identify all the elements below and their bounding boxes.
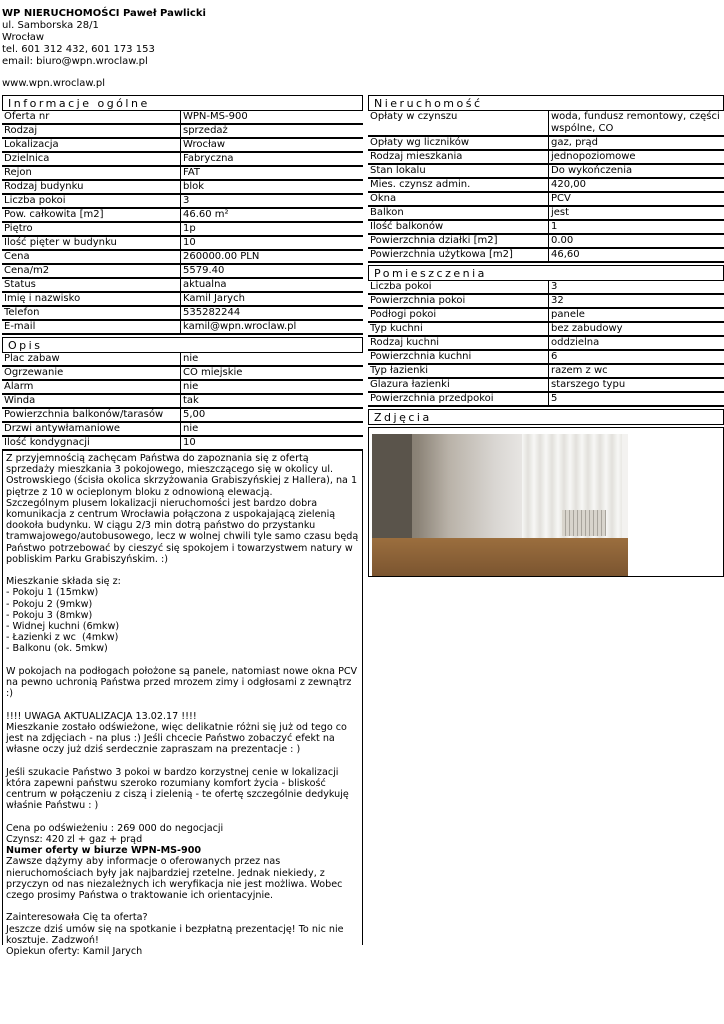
table-row xyxy=(2,209,363,223)
row-label: Rodzaj mieszkania xyxy=(370,151,463,162)
row-label: Winda xyxy=(4,395,36,406)
row-value: 0.00 xyxy=(548,235,724,247)
table-row xyxy=(368,151,724,165)
row-label: Telefon xyxy=(4,307,40,318)
row-label: Plac zabaw xyxy=(4,353,60,364)
row-value: 10 xyxy=(180,437,363,449)
table-row xyxy=(368,309,724,323)
row-value: 260000.00 PLN xyxy=(180,251,363,263)
row-label: Liczba pokoi xyxy=(370,281,432,292)
row-value: 5 xyxy=(548,393,724,405)
row-value: jest xyxy=(548,207,724,219)
row-value: 32 xyxy=(548,295,724,307)
table-row xyxy=(368,179,724,193)
table-row xyxy=(368,221,724,235)
row-value: PCV xyxy=(548,193,724,205)
row-value: CO miejskie xyxy=(180,367,363,379)
table-row xyxy=(2,321,363,335)
row-label: Powierzchnia balkonów/tarasów xyxy=(4,409,164,420)
row-value: nie xyxy=(180,423,363,435)
table-row xyxy=(368,193,724,207)
row-value: Fabryczna xyxy=(180,153,363,165)
row-value: 1p xyxy=(180,223,363,235)
photos-panel xyxy=(368,427,724,577)
row-label: Rodzaj xyxy=(4,125,38,136)
table-row xyxy=(368,249,724,263)
row-label: Powierzchnia pokoi xyxy=(370,295,466,306)
row-label: Powierzchnia działki [m2] xyxy=(370,235,498,246)
table-row xyxy=(2,423,363,437)
table-row xyxy=(368,295,724,309)
row-value: Do wykończenia xyxy=(548,165,724,177)
row-label: Cena/m2 xyxy=(4,265,50,276)
row-value: blok xyxy=(180,181,363,193)
table-row xyxy=(368,111,724,137)
row-label: Opłaty wg liczników xyxy=(370,137,470,148)
table-row xyxy=(368,365,724,379)
row-value: woda, fundusz remontowy, części wspólne, CO xyxy=(548,111,724,135)
table-row xyxy=(2,237,363,251)
table-row xyxy=(2,125,363,139)
row-value: nie xyxy=(180,381,363,393)
row-label: Liczba pokoi xyxy=(4,195,66,206)
table-row xyxy=(2,395,363,409)
section-title-property: Nieruchomość xyxy=(368,95,724,111)
row-label: Status xyxy=(4,279,36,290)
row-value: kamil@wpn.wroclaw.pl xyxy=(180,321,363,333)
row-value: Wrocław xyxy=(180,139,363,151)
table-row xyxy=(368,207,724,221)
table-row xyxy=(2,381,363,395)
row-value: aktualna xyxy=(180,279,363,291)
table-row xyxy=(2,167,363,181)
row-label: Glazura łazienki xyxy=(370,379,450,390)
apartment-photo[interactable] xyxy=(372,434,628,576)
row-label: Opłaty w czynszu xyxy=(370,111,458,122)
row-label: Piętro xyxy=(4,223,33,234)
row-value: 535282244 xyxy=(180,307,363,319)
row-value: 10 xyxy=(180,237,363,249)
table-row xyxy=(2,223,363,237)
table-row xyxy=(368,137,724,151)
row-value: tak xyxy=(180,395,363,407)
row-value: 420,00 xyxy=(548,179,724,191)
row-label: Balkon xyxy=(370,207,404,218)
agency-street: ul. Samborska 28/1 xyxy=(2,20,99,31)
table-row xyxy=(2,153,363,167)
table-row xyxy=(368,337,724,351)
row-label: Oferta nr xyxy=(4,111,50,122)
table-row xyxy=(2,181,363,195)
right-column xyxy=(368,95,724,577)
table-row xyxy=(2,307,363,321)
row-label: Lokalizacja xyxy=(4,139,59,150)
row-value: Kamil Jarych xyxy=(180,293,363,305)
table-row xyxy=(368,379,724,393)
table-row xyxy=(368,393,724,407)
row-label: Mies. czynsz admin. xyxy=(370,179,471,190)
row-label: Ilość pięter w budynku xyxy=(4,237,117,248)
row-value: WPN-MS-900 xyxy=(180,111,363,123)
row-label: Imię i nazwisko xyxy=(4,293,81,304)
row-label: Powierzchnia użytkowa [m2] xyxy=(370,249,513,260)
table-row xyxy=(2,353,363,367)
offer-number-heading: Numer oferty w biurze WPN-MS-900 xyxy=(6,845,202,857)
row-label: E-mail xyxy=(4,321,36,332)
row-value: jednopoziomowe xyxy=(548,151,724,163)
row-label: Podłogi pokoi xyxy=(370,309,437,320)
agency-header xyxy=(2,8,206,90)
agency-name: WP NIERUCHOMOŚCI Paweł Pawlicki xyxy=(2,8,206,19)
table-row xyxy=(2,279,363,293)
agency-phone: tel. 601 312 432, 601 173 153 xyxy=(2,44,155,55)
row-label: Ogrzewanie xyxy=(4,367,64,378)
table-row xyxy=(368,165,724,179)
row-label: Typ kuchni xyxy=(370,323,423,334)
table-row xyxy=(2,195,363,209)
row-value: panele xyxy=(548,309,724,321)
row-label: Ilość balkonów xyxy=(370,221,444,232)
left-column xyxy=(2,95,363,957)
table-row xyxy=(368,281,724,295)
disclaimer-text: Zawsze dążymy aby informacje o oferowanych przez nas nieruchomościach były jak najbardziej rzetelne. Jednak niekiedy, z przyczyn od nas niezależnych ich weryfikacja nie jest możliwa. Wobec czego prosimy Państwa o traktowanie ich orientacyjnie. Zainteresowała Cię ta oferta? Jeszcze dziś umów się na spotkanie i bezpłatną prezentację! To nic nie kosztuje. Zadzwoń! Opiekun oferty: Kamil Jarych xyxy=(6,856,344,957)
table-row xyxy=(368,235,724,249)
row-label: Pow. całkowita [m2] xyxy=(4,209,104,220)
general-info-table xyxy=(2,111,363,335)
row-label: Drzwi antywłamaniowe xyxy=(4,423,121,434)
table-row xyxy=(2,437,363,451)
rooms-table xyxy=(368,281,724,407)
agency-website: www.wpn.wroclaw.pl xyxy=(2,78,105,89)
table-row xyxy=(2,265,363,279)
agency-city: Wrocław xyxy=(2,32,45,43)
row-value: 5579.40 xyxy=(180,265,363,277)
section-title-rooms: Pomieszczenia xyxy=(368,265,724,281)
row-value: 1 xyxy=(548,221,724,233)
section-title-general: Informacje ogólne xyxy=(2,95,363,111)
row-label: Rodzaj budynku xyxy=(4,181,84,192)
row-label: Cena xyxy=(4,251,30,262)
table-row xyxy=(2,139,363,153)
agency-email: email: biuro@wpn.wroclaw.pl xyxy=(2,56,148,67)
row-label: Stan lokalu xyxy=(370,165,426,176)
row-value: oddzielna xyxy=(548,337,724,349)
row-label: Ilość kondygnacji xyxy=(4,437,90,448)
row-value: starszego typu xyxy=(548,379,724,391)
row-label: Typ łazienki xyxy=(370,365,429,376)
description-text: Z przyjemnością zachęcam Państwa do zapoznania się z ofertą sprzedaży mieszkania 3 pokojowego, mieszczącego się w okolicy ul. Ostrowskiego (ścisła okolica skrzyżowania Grabiszyńskiej z Hallera), na 1 piętrze z 10 w ocieplonym bloku z odnowioną elewacją. Szczególnym plusem lokalizacji nieruchomości jest bardzo dobra komunikacja z centrum Wrocławia połączona z uspokajającą zielenią dookoła budynku. W ciągu 2/3 min dotrą państwo do przystanku tramwajowego/autobusowego, lecz w wolnej chwili tyle samo czasu będą Państwo potrzebować by cieszyć się spokojem i towarzystwem natury w pobliskim Parku Grabiszyńskim. :) Mieszkanie składa się z: - Pokoju 1 (15mkw) - Pokoju 2 (9mkw) - Pokoju 3 (8mkw) - Widnej kuchni (6mkw) - Łazienki z wc (4mkw) - Balkonu (ok. 5mkw) W pokojach na podłogach położone są panele, natomiast nowe okna PCV na pewno uchronią Państwa przed mrozem zimy i odgłosami z zewnątrz :) !!!! UWAGA AKTUALIZACJA 13.02.17 !!!! Mieszkanie zostało odświeżone, więc delikatnie różni się już od tego co jest na zdjęciach - na plus :) Jeśli chcecie Państwo zobaczyć efekt na własne oczy już dziś serdecznie zapraszam na prezentacje : ) Jeśli szukacie Państwo 3 pokoi w bardzo korzystnej cenie w lokalizacji która zapewni państwu szeroko rozumiany komfort życia - bliskość centrum w połączeniu z ciszą i zielenią - te ofertę szczególnie dedykuję właśnie Państwu : ) Cena po odświeżeniu : 269 000 do negocjacji Czynsz: 420 zl + gaz + prąd xyxy=(6,453,359,845)
row-value: gaz, prąd xyxy=(548,137,724,149)
row-label: Okna xyxy=(370,193,397,204)
section-title-opis: Opis xyxy=(2,337,363,353)
offer-description xyxy=(2,451,363,957)
row-value: razem z wc xyxy=(548,365,724,377)
opis-table xyxy=(2,353,363,451)
row-value: bez zabudowy xyxy=(548,323,724,335)
row-label: Alarm xyxy=(4,381,34,392)
section-title-photos: Zdjęcia xyxy=(368,409,724,425)
row-label: Rejon xyxy=(4,167,32,178)
row-value: 6 xyxy=(548,351,724,363)
table-row xyxy=(2,409,363,423)
row-label: Powierzchnia kuchni xyxy=(370,351,472,362)
row-label: Rodzaj kuchni xyxy=(370,337,440,348)
table-row xyxy=(368,351,724,365)
row-value: 46.60 m² xyxy=(180,209,363,221)
table-row xyxy=(2,251,363,265)
row-value: FAT xyxy=(180,167,363,179)
row-value: 3 xyxy=(180,195,363,207)
row-value: nie xyxy=(180,353,363,365)
row-value: 46,60 xyxy=(548,249,724,261)
row-label: Powierzchnia przedpokoi xyxy=(370,393,494,404)
table-row xyxy=(2,111,363,125)
row-value: 5,00 xyxy=(180,409,363,421)
property-table xyxy=(368,111,724,263)
table-row xyxy=(2,367,363,381)
table-row xyxy=(368,323,724,337)
row-label: Dzielnica xyxy=(4,153,50,164)
table-row xyxy=(2,293,363,307)
row-value: sprzedaż xyxy=(180,125,363,137)
row-value: 3 xyxy=(548,281,724,293)
